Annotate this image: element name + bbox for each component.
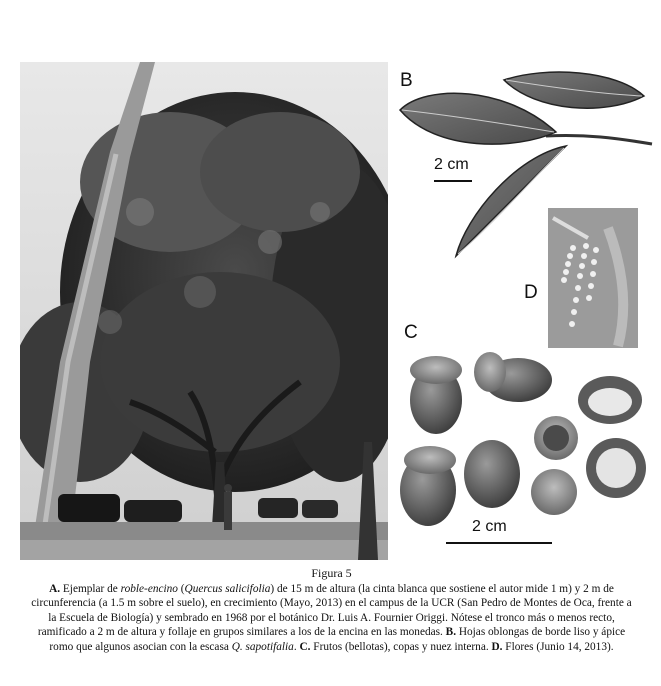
tree-photo-drawing xyxy=(20,62,388,560)
panel-label-c: C xyxy=(404,322,418,343)
caption-d-label: D. xyxy=(491,640,503,653)
caption-a-text1: Ejemplar de xyxy=(60,582,121,595)
flowers-drawing xyxy=(548,208,638,348)
acorns-drawing xyxy=(398,342,648,542)
scale-label-b: 2 cm xyxy=(434,156,469,173)
flowers-photo xyxy=(548,208,638,348)
caption-a-common-name: roble-encino xyxy=(120,582,178,595)
caption-a-text2: ( xyxy=(177,582,185,595)
caption-c-label: C. xyxy=(299,640,311,653)
caption-d-text: Flores (Junio 14, 2013). xyxy=(502,640,614,653)
scale-label-c: 2 cm xyxy=(472,518,507,535)
caption-c-text: Frutos (bellotas), copas y nuez interna. xyxy=(310,640,492,653)
caption-b-species: Q. sapotifalia xyxy=(231,640,294,653)
panel-label-d: D xyxy=(524,282,538,303)
caption-b-label: B. xyxy=(445,626,457,639)
caption-a-species: Quercus salicifolia xyxy=(184,582,271,595)
scale-line-b xyxy=(434,180,472,182)
tree-photo xyxy=(20,62,388,560)
figure-title: Figura 5 xyxy=(311,566,352,580)
panel-label-b: B xyxy=(400,70,413,91)
caption-b-text1: Hojas oblongas de borde liso y ápice romo que algunos asocian con la escasa xyxy=(49,626,626,653)
caption-b-text2: . xyxy=(293,640,300,653)
caption-a-text3: ) de 15 m de altura (la cinta blanca que sostiene el autor mide 1 m) y 2 m de circunferencia (a 1.5 m sobre el suelo), en crecimiento (Mayo, 2013) en el campus de la UCR (San Pedro de Montes de Oca, frente a la Escuela de Biología) y sembrado en 1968 por el botánico Dr. Luis A. Fournier Origgi. Nótese el tronco más o menos recto, ramificado a 2 m de altura y follaje en grupos similares a los de la encina en las monedas. xyxy=(31,582,632,639)
caption-a-label: A. xyxy=(49,582,61,595)
scale-line-c xyxy=(446,542,552,544)
figure-caption xyxy=(30,566,633,655)
